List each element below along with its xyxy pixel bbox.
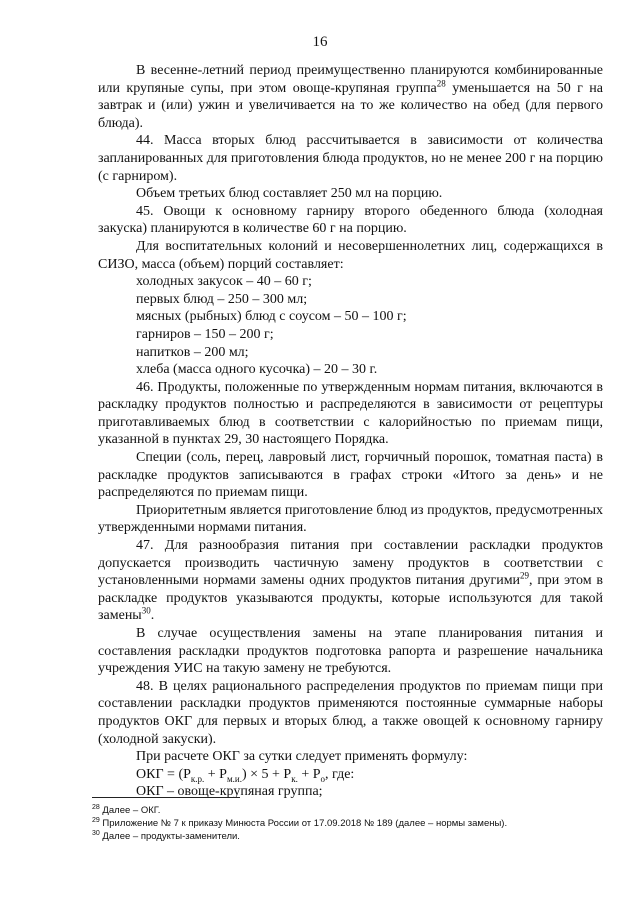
footnote-number: 29 [92,816,100,824]
footnote-ref-30[interactable]: 30 [141,605,151,616]
paragraph-46: 46. Продукты, положенные по утвержденным нормам питания, включаются в раскладку продуктов полностью и распределяются в зависимости от рецептуры приготавливаемых блюд в соответствии с калорийностью по приемам пищи, указанной в пунктах 29, 30 настоящего Порядка. [98,379,603,448]
paragraph-44: 44. Масса вторых блюд рассчитывается в зависимости от количества запланированных для приготовления блюда продуктов, но не менее 200 г на порцию (с гарниром). [98,133,603,184]
paragraph-okg-definition: ОКГ – овоще-крупяная группа; [136,784,323,800]
footnote-28 [92,804,612,817]
paragraph-text: 47. Для разнообразия питания при составлении раскладки продуктов допускается производить частичную замену продуктов в соответствии с установленными нормами замены одних продуктов питания другими [98,538,603,589]
footnote-number: 28 [92,803,100,811]
footnote-ref-28[interactable]: 28 [436,77,446,88]
paragraph-formula-intro: При расчете ОКГ за сутки следует применять формулу: [136,749,468,765]
formula-subscript: к.р. [190,773,205,784]
footnote-29 [92,817,612,830]
list-item: первых блюд – 250 – 300 мл; [136,291,308,307]
footnote-text: Далее – ОКГ. [99,805,161,816]
list-item: напитков – 200 мл; [136,344,249,360]
paragraph-spring-summer [98,62,603,132]
paragraph-47 [98,537,603,625]
footnote-text: Приложение № 7 к приказу Минюста России от 17.09.2018 № 189 (далее – нормы замены). [99,818,508,829]
paragraph-text: . [150,608,155,624]
paragraph-third-dishes: Объем третьих блюд составляет 250 мл на порцию. [136,186,443,202]
list-item: гарниров – 150 – 200 г; [136,326,274,342]
paragraph-priority: Приоритетным является приготовление блюд из продуктов, предусмотренных утвержденными нормами питания. [98,502,603,536]
footnote-number: 30 [92,829,100,837]
formula [98,766,603,784]
formula-part: + Р [297,766,321,782]
list-item: холодных закусок – 40 – 60 г; [136,274,312,290]
paragraph-text: уменьшается на 50 г на завтрак и (или) ужин и увеличивается на то же количество на обед (для первого блюда). [98,80,603,131]
portion-list [98,273,603,379]
list-item: мясных (рыбных) блюд с соусом – 50 – 100 г; [136,309,407,325]
formula-part: , где: [325,766,355,782]
formula-subscript: о [320,773,326,784]
footnote-30 [92,830,612,843]
formula-subscript: к. [291,773,298,784]
formula-subscript: м.и. [226,773,242,784]
document-body [98,62,603,801]
paragraph-replacement: В случае осуществления замены на этапе планирования питания и составления раскладки продуктов подготовка рапорта и разрешение начальника учреждения УИС на такую замену не требуются. [98,626,603,677]
paragraph-text: В весенне-летний период преимущественно планируются комбинированные или крупяные супы, при этом овоще-крупяная группа [98,63,603,96]
paragraph-45: 45. Овощи к основному гарниру второго обеденного блюда (холодная закуска) планируются в количестве 60 г на порцию. [98,203,603,237]
footnote-divider [92,797,240,798]
footnote-text: Далее – продукты-заменители. [99,831,240,842]
page-number: 16 [312,34,328,50]
paragraph-48: 48. В целях рационального распределения продуктов по приемам пищи при составлении раскладки продуктов применяются постоянные суммарные наборы продуктов ОКГ для первых и вторых блюд, а также овощей к основному гарниру (холодной закуски). [98,678,603,747]
paragraph-spices: Специи (соль, перец, лавровый лист, горчичный порошок, томатная паста) в раскладке продуктов записываются в графах строки «Итого за день» и не распределяются по приемам пищи. [98,450,603,501]
formula-part: ОКГ = (Р [136,766,191,782]
paragraph-colonies: Для воспитательных колоний и несовершеннолетних лиц, содержащихся в СИЗО, масса (объем) порций составляет: [98,238,603,272]
formula-part: + Р [204,766,227,782]
formula-part: ) × 5 + Р [241,766,292,782]
footnote-ref-29[interactable]: 29 [520,570,530,581]
list-item: хлеба (масса одного кусочка) – 20 – 30 г. [136,362,378,378]
footnotes [92,804,612,843]
paragraph-text: , при этом в раскладке продуктов указываются продукты, которые используются для такой замены [98,573,603,624]
